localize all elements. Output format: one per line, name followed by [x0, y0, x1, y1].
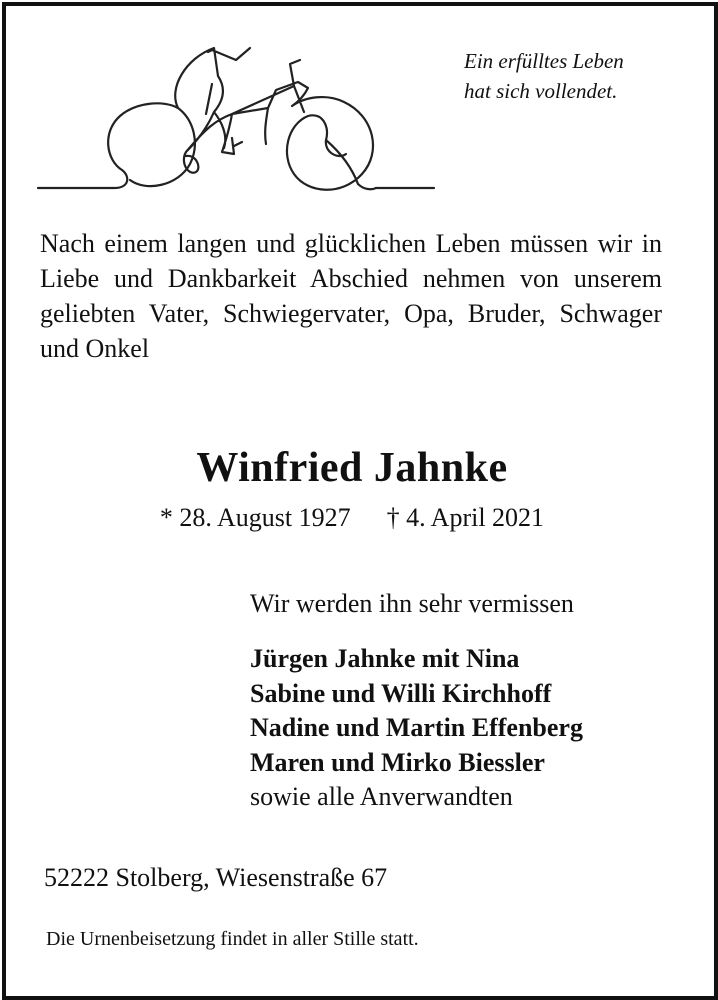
mourning-statement: Wir werden ihn sehr vermissen	[250, 589, 574, 618]
mourner-name: Nadine und Martin Effenberg	[250, 713, 583, 742]
family-address: 52222 Stolberg, Wiesenstraße 67	[44, 863, 388, 892]
relatives-note: sowie alle Anverwandten	[250, 782, 513, 811]
motto-line-2: hat sich vollendet.	[464, 79, 618, 103]
burial-note: Die Urnenbeisetzung findet in aller Stille statt.	[46, 928, 419, 950]
motto	[464, 46, 684, 106]
mourner-name: Sabine und Willi Kirchhoff	[250, 678, 552, 708]
deceased-name: Winfried Jahnke	[196, 445, 508, 491]
motto-line-1: Ein erfülltes Leben	[464, 49, 624, 73]
bicycle-rear-wheel-line	[130, 108, 195, 186]
death-date: † 4. April 2021	[386, 503, 545, 532]
life-dates	[0, 501, 704, 535]
bicycle-line-drawing-icon	[36, 36, 436, 196]
bicycle-chain-line	[358, 184, 376, 189]
announcement-text: Nach einem langen und glücklichen Leben müssen wir in Liebe und Dankbarkeit Abschied nehmen von unserem geliebten Vater, Schwiegervater, Opa, Bruder, Schwager und Onkel	[40, 229, 662, 363]
birth-date: * 28. August 1927	[159, 503, 351, 532]
mourners-list	[250, 642, 583, 815]
bicycle-drawing-line	[38, 48, 434, 190]
mourner-name: Jürgen Jahnke mit Nina	[250, 644, 520, 673]
mourner-name: Maren und Mirko Biessler	[250, 747, 545, 777]
